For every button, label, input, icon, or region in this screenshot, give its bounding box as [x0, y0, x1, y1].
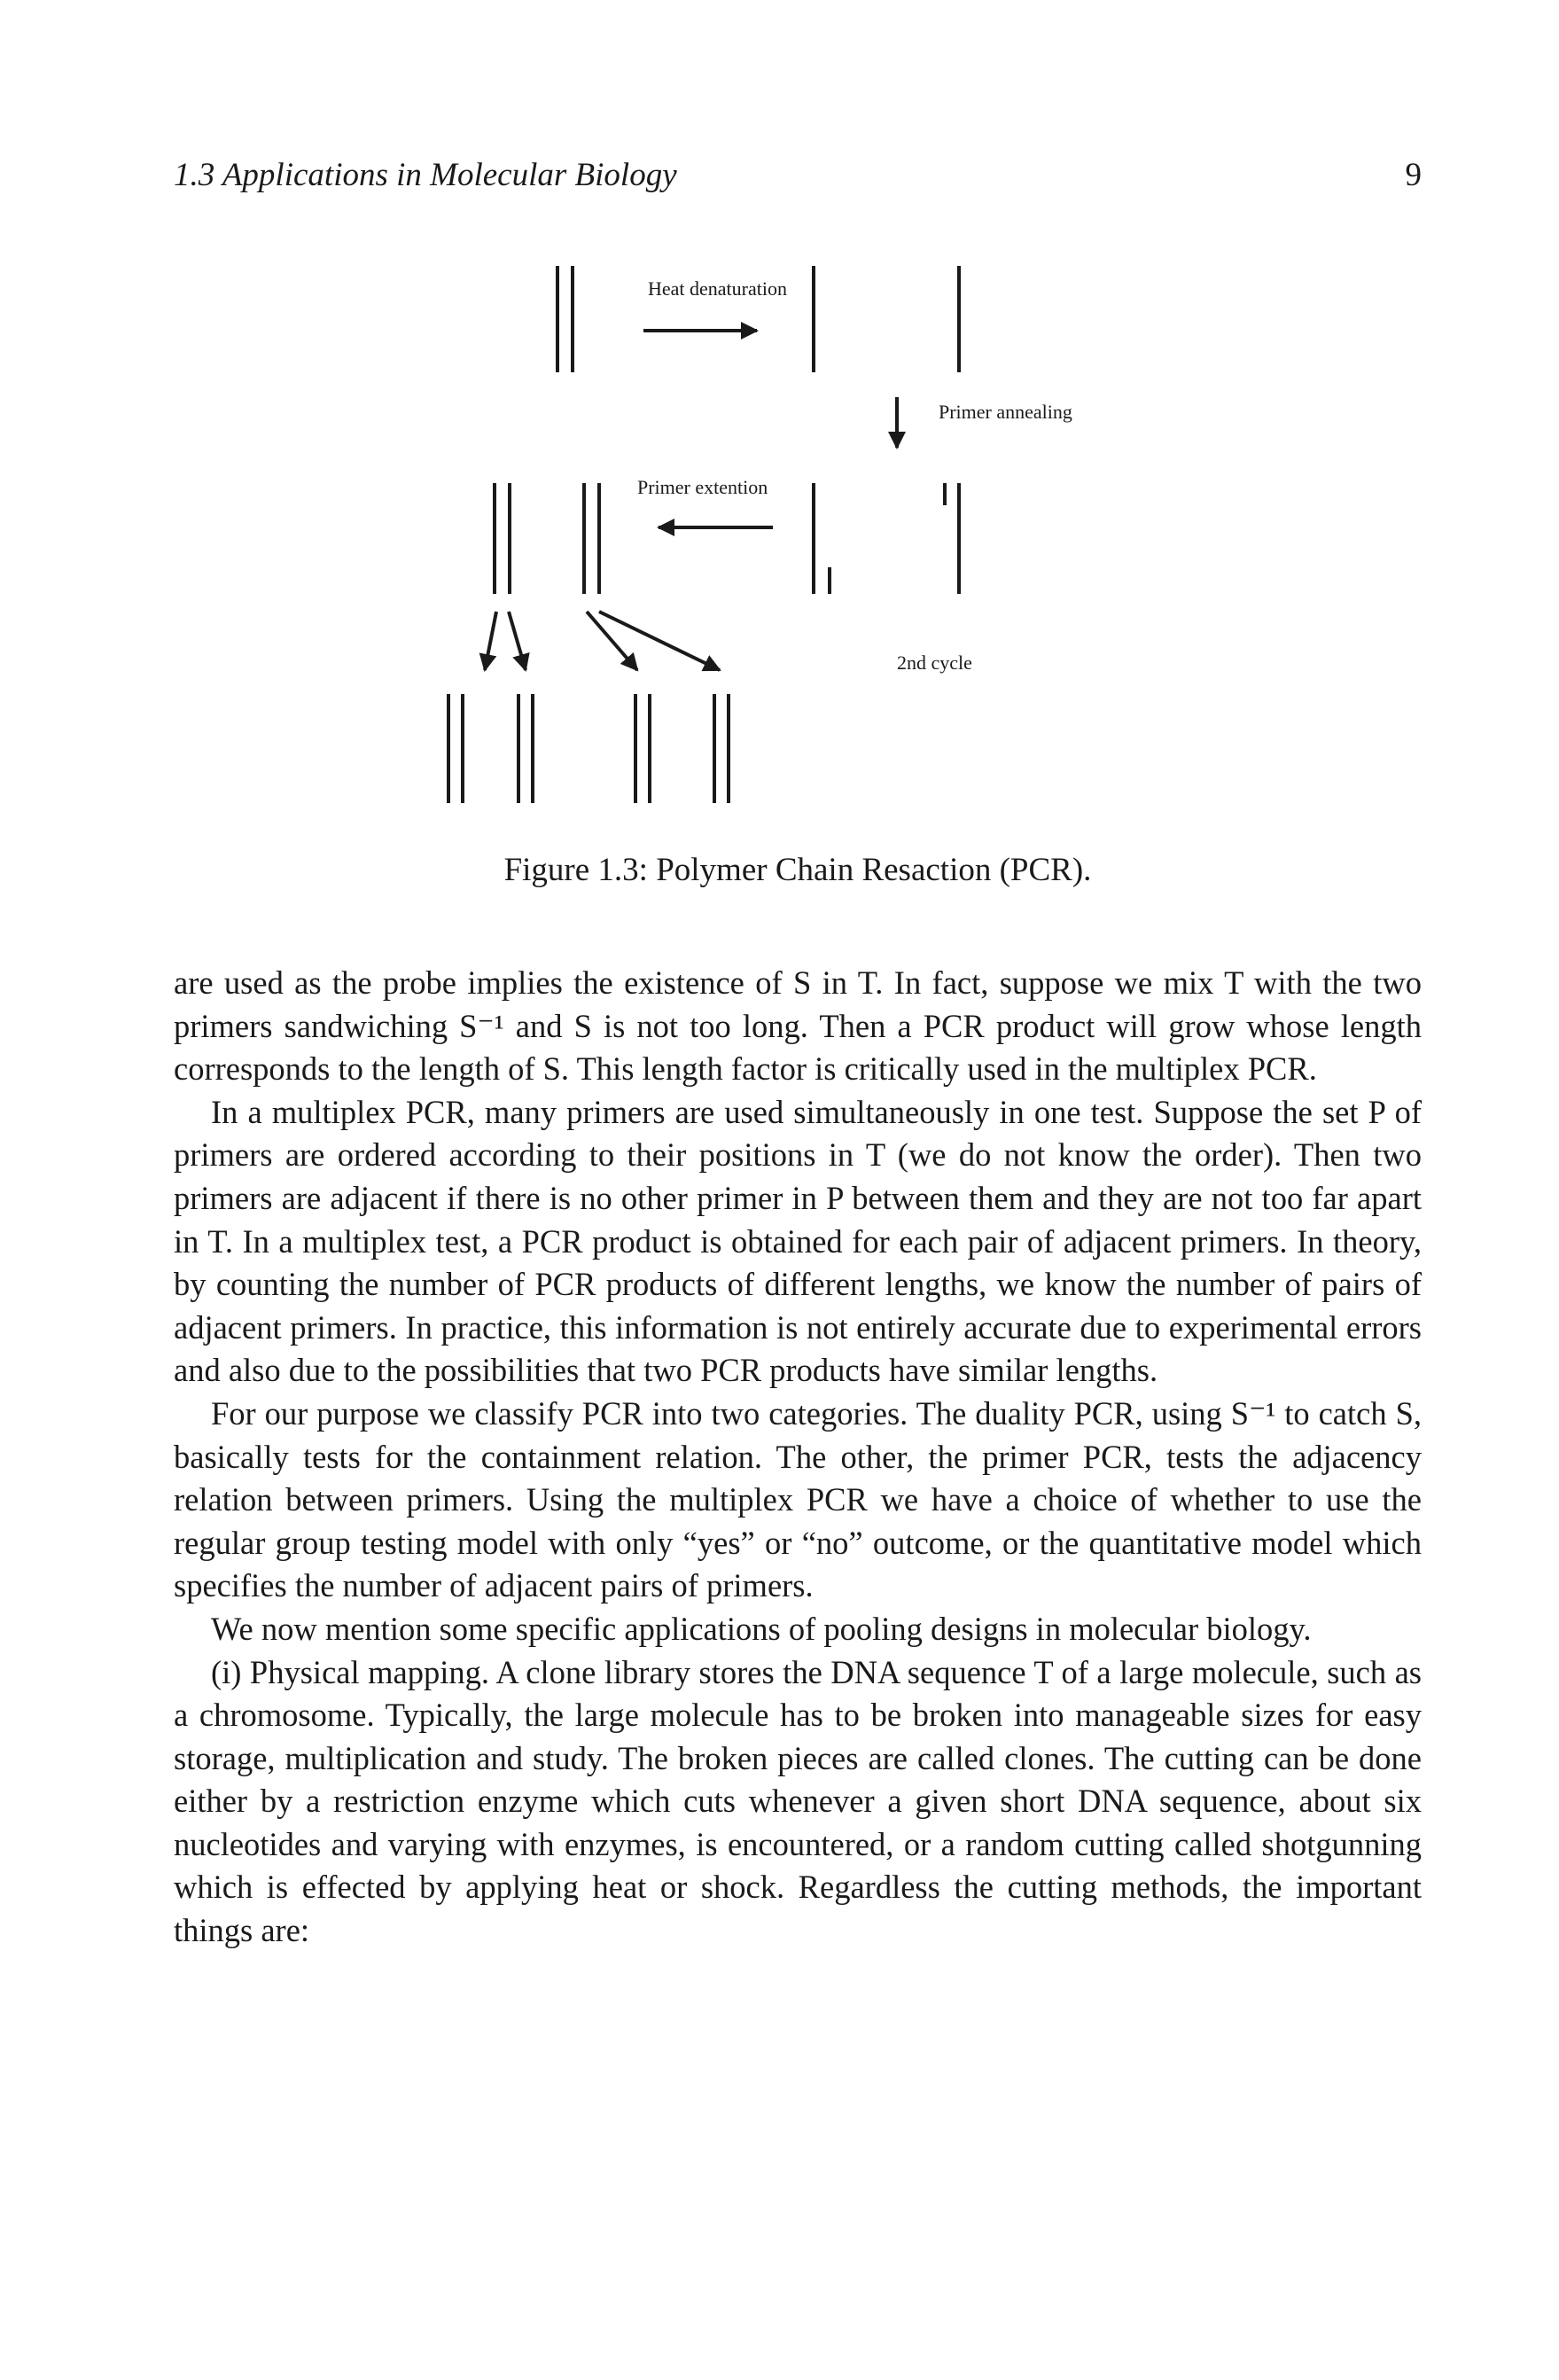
body-text	[174, 962, 1422, 1953]
running-head: 1.3 Applications in Molecular Biology	[174, 157, 677, 193]
paragraph: In a multiplex PCR, many primers are used simultaneously in one test. Suppose the set P of primers are ordered according to their positions in T (we do not know the order). Then two primers are adjacent if there is no other primer in P between them and they are not too far apart in T. In a multiplex test, a PCR product is obtained for each pair of adjacent primers. In theory, by counting the number of PCR products of different lengths, we know the number of pairs of adjacent primers. In practice, this information is not entirely accurate due to experimental errors and also due to the possibilities that two PCR products have similar lengths.	[174, 1093, 1422, 1389]
label-primer-annealing: Primer annealing	[939, 401, 1072, 423]
bottom-duplexes	[448, 694, 729, 803]
pcr-diagram	[0, 0, 1559, 842]
branch-arrows	[485, 612, 720, 670]
paragraph: (i) Physical mapping. A clone library stores the DNA sequence T of a large molecule, such as a chromosome. Typically, the large molecule has to be broken into manageable sizes for easy storage, multiplication and study. The broken pieces are called clones. The cutting can be done either by a restriction enzyme which cuts whenever a given short DNA sequence, about six nucleotides and varying with enzymes, is encountered, or a random cutting called shotgunning which is effected by applying heat or shock. Regardless the cutting methods, the important things are:	[174, 1653, 1422, 1949]
paragraph: We now mention some specific applications of pooling designs in molecular biology.	[211, 1610, 1312, 1647]
annealed-strands	[814, 483, 959, 594]
paragraph: For our purpose we classify PCR into two categories. The duality PCR, using S⁻¹ to catch S, basically tests for the containment relation. The other, the primer PCR, tests the adjacency relation between primers. Using the multiplex PCR we have a choice of whether to use the regular group testing model with only “yes” or “no” outcome, or the quantitative model which specifies the number of adjacent pairs of primers.	[174, 1394, 1422, 1604]
paragraph: are used as the probe implies the existence of S in T. In fact, suppose we mix T with the two primers sandwiching S⁻¹ and S is not too long. Then a PCR product will grow whose length corresponds to the length of S. This length factor is critically used in the multiplex PCR.	[174, 964, 1422, 1088]
figure-caption: Figure 1.3: Polymer Chain Resaction (PCR).	[503, 852, 1092, 888]
dna-double-strand	[557, 266, 573, 372]
label-2nd-cycle: 2nd cycle	[897, 652, 972, 674]
separated-strands	[814, 266, 959, 372]
label-heat-denaturation: Heat denaturation	[648, 277, 787, 300]
page-number: 9	[1405, 157, 1422, 193]
label-primer-extention: Primer extention	[637, 476, 768, 498]
extended-duplexes	[495, 483, 599, 594]
